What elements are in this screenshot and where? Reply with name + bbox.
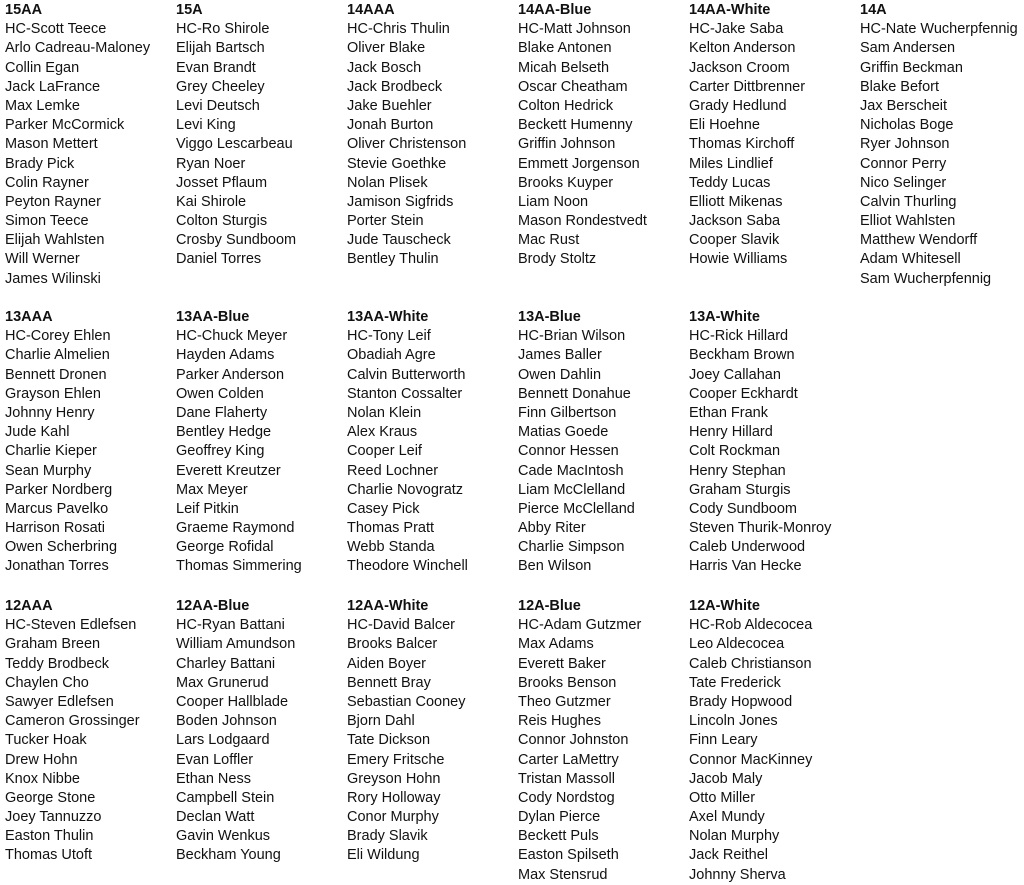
player-name: Emmett Jorgenson [518, 155, 640, 172]
player-name: Levi Deutsch [176, 97, 260, 114]
team-column [347, 308, 518, 577]
player-name: Harris Van Hecke [689, 558, 802, 575]
player-name: Cooper Slavik [689, 232, 780, 249]
player-name: Levi King [176, 117, 236, 134]
player-list [518, 635, 689, 884]
player-name: Will Werner [5, 251, 80, 268]
player-name: Easton Spilseth [518, 847, 619, 864]
player-name: Liam Noon [518, 193, 589, 210]
player-name: Obadiah Agre [347, 347, 436, 364]
team-name: 13AA-Blue [176, 309, 250, 325]
player-name: Mason Mettert [5, 136, 98, 153]
player-name: Alex Kraus [347, 424, 418, 441]
head-coach: HC-Rick Hillard [689, 328, 789, 345]
player-name: Leo Aldecocea [689, 636, 785, 653]
player-name: George Rofidal [176, 539, 274, 556]
player-list [689, 635, 853, 884]
player-name: Mac Rust [518, 232, 580, 249]
player-name: Cameron Grossinger [5, 713, 140, 730]
player-name: Marcus Pavelko [5, 500, 109, 517]
head-coach: HC-David Balcer [347, 617, 455, 634]
player-list [860, 39, 1024, 288]
player-list [518, 39, 689, 269]
player-name: Ethan Ness [176, 770, 251, 787]
player-name: Caleb Underwood [689, 539, 806, 556]
player-name: Simon Teece [5, 213, 89, 230]
player-list [5, 39, 176, 288]
player-name: Collin Egan [5, 59, 80, 76]
player-name: Blake Befort [860, 78, 939, 95]
player-name: Harrison Rosati [5, 520, 105, 537]
player-name: Casey Pick [347, 500, 420, 517]
player-name: Eli Wildung [347, 847, 420, 864]
player-name: Cody Sundboom [689, 500, 798, 517]
head-coach: HC-Brian Wilson [518, 328, 626, 345]
player-name: Theo Gutzmer [518, 693, 611, 710]
player-name: Connor Perry [860, 155, 947, 172]
player-name: Charlie Almelien [5, 347, 110, 364]
player-name: Josset Pflaum [176, 174, 268, 191]
player-name: Teddy Brodbeck [5, 655, 109, 672]
player-name: Nolan Murphy [689, 828, 780, 845]
player-name: Arlo Cadreau-Maloney [5, 40, 151, 57]
player-name: Sebastian Cooney [347, 693, 466, 710]
player-list [689, 346, 853, 576]
player-name: Nolan Klein [347, 404, 422, 421]
player-name: Porter Stein [347, 213, 424, 230]
player-name: Dylan Pierce [518, 809, 601, 826]
team-column [176, 308, 347, 577]
player-name: Owen Scherbring [5, 539, 118, 556]
player-name: Nolan Plisek [347, 174, 428, 191]
player-name: Otto Miller [689, 789, 756, 806]
team-column [518, 1, 689, 270]
player-name: Peyton Rayner [5, 193, 101, 210]
player-name: Ben Wilson [518, 558, 592, 575]
player-name: Ethan Frank [689, 404, 768, 421]
player-name: Bentley Thulin [347, 251, 439, 268]
player-list [176, 39, 347, 269]
player-name: Oscar Cheatham [518, 78, 628, 95]
player-name: Dane Flaherty [176, 404, 268, 421]
head-coach: HC-Chris Thulin [347, 21, 450, 38]
player-name: Jacob Maly [689, 770, 763, 787]
player-name: Thomas Kirchoff [689, 136, 795, 153]
player-name: James Wilinski [5, 270, 101, 287]
player-name: Charlie Kieper [5, 443, 97, 460]
player-name: Calvin Butterworth [347, 366, 466, 383]
team-name: 12AA-White [347, 598, 429, 614]
player-name: Max Grunerud [176, 674, 269, 691]
player-name: Crosby Sundboom [176, 232, 297, 249]
player-name: Max Lemke [5, 97, 80, 114]
player-name: Miles Lindlief [689, 155, 773, 172]
player-name: Nico Selinger [860, 174, 947, 191]
player-name: Daniel Torres [176, 251, 262, 268]
player-name: Webb Standa [347, 539, 435, 556]
player-name: Johnny Sherva [689, 866, 786, 883]
player-name: Micah Belseth [518, 59, 610, 76]
player-name: Bennett Dronen [5, 366, 107, 383]
player-name: Colt Rockman [689, 443, 781, 460]
team-name: 13A-White [689, 309, 760, 325]
player-name: Connor Hessen [518, 443, 619, 460]
player-name: Henry Hillard [689, 424, 773, 441]
player-name: Joey Callahan [689, 366, 781, 383]
player-name: Chaylen Cho [5, 674, 89, 691]
player-name: Parker Nordberg [5, 481, 113, 498]
team-name: 15A [176, 2, 203, 18]
team-name: 12A-White [689, 598, 760, 614]
player-name: Grady Hedlund [689, 97, 787, 114]
team-column [689, 1, 860, 270]
team-name: 15AA [5, 2, 43, 18]
player-name: Griffin Johnson [518, 136, 616, 153]
team-column [176, 597, 347, 866]
player-name: Colton Sturgis [176, 213, 268, 230]
player-name: Jake Buehler [347, 97, 432, 114]
player-name: Charlie Novogratz [347, 481, 464, 498]
player-name: Owen Dahlin [518, 366, 602, 383]
player-name: Jack Bosch [347, 59, 422, 76]
player-name: Jax Berscheit [860, 97, 948, 114]
team-name: 14A [860, 2, 887, 18]
head-coach: HC-Corey Ehlen [5, 328, 111, 345]
player-name: Thomas Utoft [5, 847, 93, 864]
head-coach: HC-Tony Leif [347, 328, 431, 345]
player-name: Jude Kahl [5, 424, 70, 441]
player-name: Cooper Hallblade [176, 693, 289, 710]
player-name: Carter LaMettry [518, 751, 619, 768]
player-name: Elliott Mikenas [689, 193, 783, 210]
player-name: Stevie Goethke [347, 155, 447, 172]
player-name: Colin Rayner [5, 174, 89, 191]
player-name: Gavin Wenkus [176, 828, 271, 845]
player-name: Cooper Leif [347, 443, 422, 460]
player-name: Teddy Lucas [689, 174, 771, 191]
player-name: Conor Murphy [347, 809, 439, 826]
player-name: Tate Frederick [689, 674, 781, 691]
player-name: Pierce McClelland [518, 500, 635, 517]
player-name: Adam Whitesell [860, 251, 961, 268]
team-name: 14AAA [347, 2, 395, 18]
head-coach: HC-Ro Shirole [176, 21, 270, 38]
player-name: Campbell Stein [176, 789, 275, 806]
head-coach: HC-Steven Edlefsen [5, 617, 137, 634]
player-name: Mason Rondestvedt [518, 213, 647, 230]
player-name: Evan Loffler [176, 751, 254, 768]
team-name: 13A-Blue [518, 309, 581, 325]
player-name: Everett Kreutzer [176, 462, 281, 479]
player-name: Boden Johnson [176, 713, 277, 730]
player-name: Parker McCormick [5, 117, 125, 134]
player-list [5, 635, 176, 865]
player-name: Brady Slavik [347, 828, 428, 845]
head-coach: HC-Rob Aldecocea [689, 617, 813, 634]
player-name: Griffin Beckman [860, 59, 963, 76]
team-column [5, 308, 176, 577]
head-coach: HC-Matt Johnson [518, 21, 631, 38]
player-name: Ryan Noer [176, 155, 246, 172]
player-name: Jack Reithel [689, 847, 768, 864]
player-name: Brooks Benson [518, 674, 617, 691]
player-name: William Amundson [176, 636, 296, 653]
player-name: Grayson Ehlen [5, 385, 101, 402]
player-name: Finn Leary [689, 732, 758, 749]
player-name: Tate Dickson [347, 732, 431, 749]
head-coach: HC-Scott Teece [5, 21, 107, 38]
player-name: Beckett Puls [518, 828, 599, 845]
player-name: Axel Mundy [689, 809, 765, 826]
player-name: Jonah Burton [347, 117, 434, 134]
player-name: Hayden Adams [176, 347, 275, 364]
player-name: Leif Pitkin [176, 500, 239, 517]
player-name: Jack Brodbeck [347, 78, 443, 95]
team-column [347, 1, 518, 270]
team-roster [5, 1, 1024, 885]
player-name: Easton Thulin [5, 828, 94, 845]
player-name: Jackson Croom [689, 59, 790, 76]
player-name: Tucker Hoak [5, 732, 87, 749]
player-name: Knox Nibbe [5, 770, 80, 787]
player-name: Colton Hedrick [518, 97, 614, 114]
player-name: Brooks Balcer [347, 636, 438, 653]
player-name: Sam Wucherpfennig [860, 270, 992, 287]
player-name: Owen Colden [176, 385, 264, 402]
player-name: Drew Hohn [5, 751, 78, 768]
player-name: Kai Shirole [176, 193, 247, 210]
team-name: 12AA-Blue [176, 598, 250, 614]
team-column [176, 1, 347, 270]
player-name: Kelton Anderson [689, 40, 796, 57]
player-name: Brady Pick [5, 155, 75, 172]
player-name: Jackson Saba [689, 213, 781, 230]
player-name: Greyson Hohn [347, 770, 441, 787]
team-name: 14AA-White [689, 2, 771, 18]
team-group [5, 308, 1024, 597]
player-name: Graham Sturgis [689, 481, 791, 498]
player-name: Evan Brandt [176, 59, 256, 76]
team-group [5, 1, 1024, 308]
team-column [689, 308, 853, 577]
player-name: Charley Battani [176, 655, 276, 672]
team-column [860, 1, 1024, 289]
team-column [689, 597, 853, 885]
player-name: Bentley Hedge [176, 424, 272, 441]
player-list [5, 346, 176, 576]
head-coach: HC-Chuck Meyer [176, 328, 288, 345]
player-name: Tristan Massoll [518, 770, 615, 787]
player-name: Liam McClelland [518, 481, 626, 498]
player-name: Matthew Wendorff [860, 232, 978, 249]
player-name: Finn Gilbertson [518, 404, 617, 421]
player-name: Oliver Blake [347, 40, 426, 57]
player-name: Viggo Lescarbeau [176, 136, 293, 153]
head-coach: HC-Nate Wucherpfennig [860, 21, 1018, 38]
player-name: Jude Tauscheck [347, 232, 451, 249]
player-name: Cody Nordstog [518, 789, 615, 806]
player-name: Abby Riter [518, 520, 586, 537]
player-name: Sean Murphy [5, 462, 92, 479]
player-name: Henry Stephan [689, 462, 786, 479]
player-name: Connor Johnston [518, 732, 629, 749]
player-name: Beckham Brown [689, 347, 795, 364]
player-name: Howie Williams [689, 251, 788, 268]
player-name: Geoffrey King [176, 443, 265, 460]
player-name: Elijah Bartsch [176, 40, 265, 57]
player-name: Emery Fritsche [347, 751, 445, 768]
player-name: Cooper Eckhardt [689, 385, 798, 402]
player-name: Charlie Simpson [518, 539, 625, 556]
player-name: Bennett Bray [347, 674, 431, 691]
player-name: Lars Lodgaard [176, 732, 270, 749]
player-name: Elliot Wahlsten [860, 213, 956, 230]
team-name: 13AAA [5, 309, 53, 325]
player-name: Calvin Thurling [860, 193, 957, 210]
player-name: Bennett Donahue [518, 385, 631, 402]
team-column [5, 597, 176, 866]
player-name: Elijah Wahlsten [5, 232, 105, 249]
player-name: Nicholas Boge [860, 117, 954, 134]
player-name: George Stone [5, 789, 96, 806]
player-name: Max Adams [518, 636, 594, 653]
player-name: Thomas Simmering [176, 558, 302, 575]
player-name: Jack LaFrance [5, 78, 101, 95]
player-name: Joey Tannuzzo [5, 809, 102, 826]
player-name: Parker Anderson [176, 366, 285, 383]
head-coach: HC-Adam Gutzmer [518, 617, 642, 634]
player-name: Brody Stoltz [518, 251, 597, 268]
player-name: Sam Andersen [860, 40, 956, 57]
team-column [518, 597, 689, 885]
player-name: Graeme Raymond [176, 520, 295, 537]
player-list [176, 635, 347, 865]
player-name: James Baller [518, 347, 602, 364]
player-list [347, 346, 518, 576]
player-name: Aiden Boyer [347, 655, 426, 672]
player-name: Reed Lochner [347, 462, 439, 479]
player-list [518, 346, 689, 576]
player-name: Thomas Pratt [347, 520, 435, 537]
team-name: 12A-Blue [518, 598, 581, 614]
head-coach: HC-Jake Saba [689, 21, 784, 38]
player-name: Reis Hughes [518, 713, 602, 730]
player-name: Lincoln Jones [689, 713, 778, 730]
team-name: 14AA-Blue [518, 2, 592, 18]
player-name: Eli Hoehne [689, 117, 760, 134]
player-name: Jonathan Torres [5, 558, 109, 575]
player-name: Declan Watt [176, 809, 255, 826]
player-list [347, 635, 518, 865]
player-list [689, 39, 860, 269]
player-name: Caleb Christianson [689, 655, 812, 672]
player-name: Brooks Kuyper [518, 174, 614, 191]
team-name: 13AA-White [347, 309, 429, 325]
player-name: Theodore Winchell [347, 558, 468, 575]
player-name: Matias Goede [518, 424, 609, 441]
player-name: Carter Dittbrenner [689, 78, 806, 95]
player-name: Oliver Christenson [347, 136, 467, 153]
player-name: Sawyer Edlefsen [5, 693, 114, 710]
player-name: Stanton Cossalter [347, 385, 463, 402]
player-name: Beckett Humenny [518, 117, 633, 134]
player-name: Beckham Young [176, 847, 281, 864]
team-name: 12AAA [5, 598, 53, 614]
head-coach: HC-Ryan Battani [176, 617, 285, 634]
player-name: Graham Breen [5, 636, 101, 653]
player-name: Bjorn Dahl [347, 713, 415, 730]
player-name: Everett Baker [518, 655, 606, 672]
player-name: Jamison Sigfrids [347, 193, 454, 210]
player-name: Max Stensrud [518, 866, 608, 883]
player-name: Connor MacKinney [689, 751, 813, 768]
player-name: Johnny Henry [5, 404, 95, 421]
player-list [347, 39, 518, 269]
player-name: Rory Holloway [347, 789, 441, 806]
team-group [5, 597, 1024, 885]
player-name: Ryer Johnson [860, 136, 950, 153]
player-list [176, 346, 347, 576]
player-name: Cade MacIntosh [518, 462, 624, 479]
player-name: Brady Hopwood [689, 693, 793, 710]
team-column [5, 1, 176, 289]
player-name: Blake Antonen [518, 40, 612, 57]
team-column [347, 597, 518, 866]
team-column [518, 308, 689, 577]
player-name: Grey Cheeley [176, 78, 265, 95]
player-name: Max Meyer [176, 481, 248, 498]
player-name: Steven Thurik-Monroy [689, 520, 832, 537]
